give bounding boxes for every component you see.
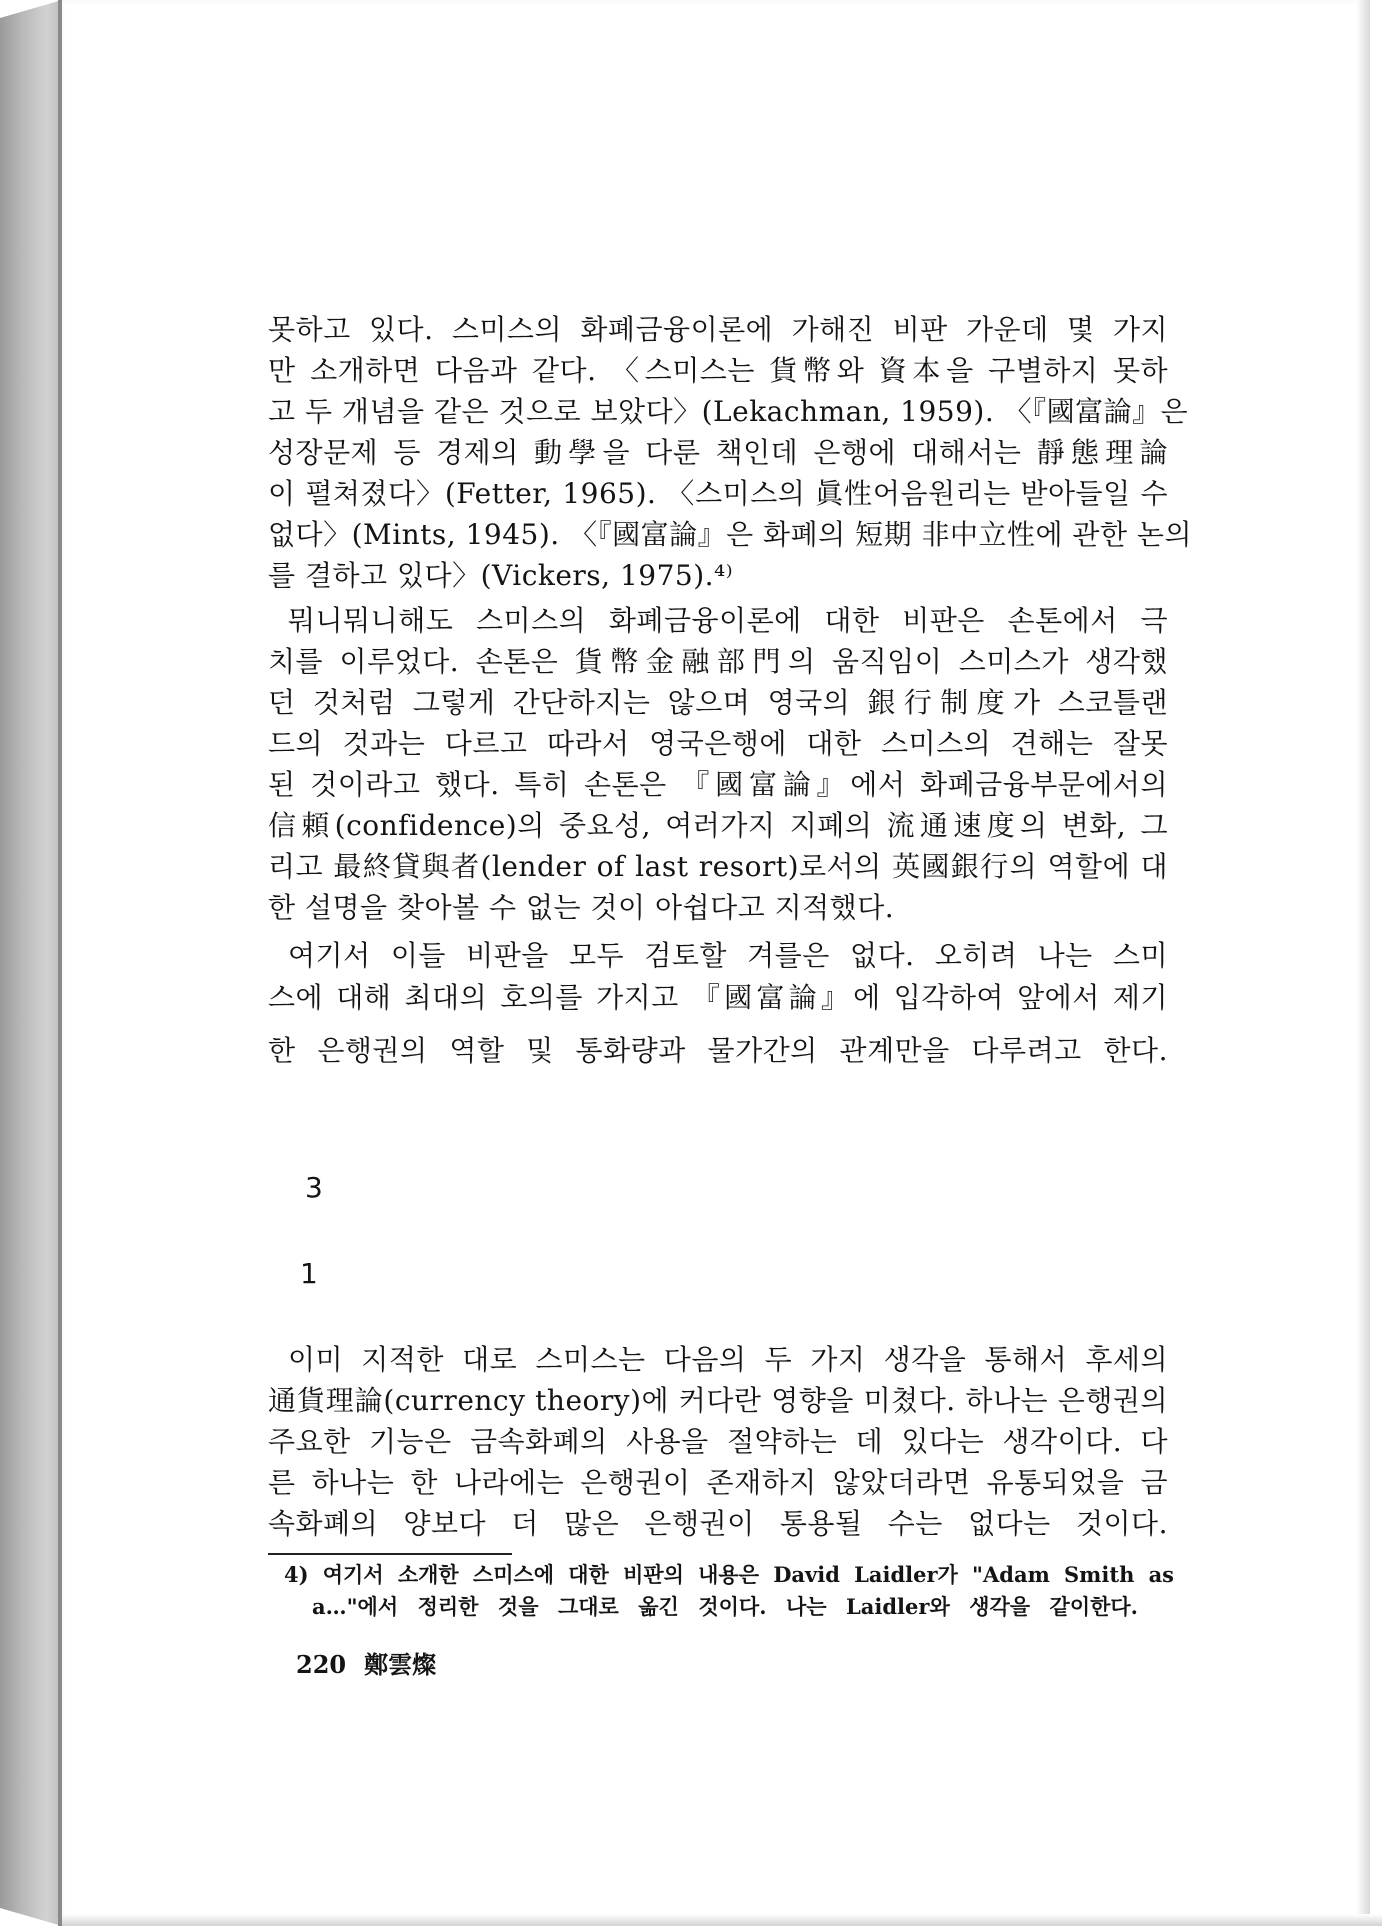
text-line: 못하고 있다. 스미스의 화폐금융이론에 가해진 비판 가운데 몇 가지	[268, 313, 1168, 346]
text-line: 뭐니뭐니해도 스미스의 화폐금융이론에 대한 비판은 손톤에서 극	[288, 604, 1168, 637]
text-line: 여기서 이들 비판을 모두 검토할 겨를은 없다. 오히려 나는 스미	[288, 939, 1168, 972]
page-number: 220	[296, 1650, 347, 1679]
text-line: 주요한 기능은 금속화폐의 사용을 절약하는 데 있다는 생각이다. 다	[268, 1425, 1168, 1458]
author-name: 鄭雲燦	[364, 1650, 437, 1679]
text-line: 치를 이루었다. 손톤은 貨幣金融部門의 움직임이 스미스가 생각했	[268, 645, 1168, 678]
text-line: 通貨理論(currency theory)에 커다란 영향을 미쳤다. 하나는 은행권의	[268, 1384, 1168, 1417]
text-line: 이미 지적한 대로 스미스는 다음의 두 가지 생각을 통해서 후세의	[288, 1343, 1168, 1376]
footnote-line: 4) 여기서 소개한 스미스에 대한 비판의 내용은 David Laidler가 "Adam Smith as	[284, 1562, 1174, 1587]
page-right-shadow	[1356, 0, 1370, 1926]
section-number: 3	[305, 1171, 323, 1204]
text-line: 던 것처럼 그렇게 간단하지는 않으며 영국의 銀行制度가 스코틀랜	[268, 686, 1168, 719]
text-line: 된 것이라고 했다. 특히 손톤은 『國富論』에서 화폐금융부문에서의	[268, 768, 1168, 801]
text-line: 드의 것과는 다르고 따라서 영국은행에 대한 스미스의 견해는 잘못	[268, 727, 1168, 760]
subsection-number: 1	[300, 1257, 318, 1290]
text-line: 성장문제 등 경제의 動學을 다룬 책인데 은행에 대해서는 靜態理論	[268, 436, 1168, 469]
text-line: 고 두 개념을 같은 것으로 보았다〉(Lekachman, 1959). 〈『國富論』은	[268, 395, 1189, 428]
footnote-line: a…"에서 정리한 것을 그대로 옮긴 것이다. 나는 Laidler와 생각을 같이한다.	[312, 1594, 1138, 1619]
text-line: 없다〉(Mints, 1945). 〈『國富論』은 화폐의 短期 非中立性에 관한 논의	[268, 518, 1193, 551]
text-line: 속화폐의 양보다 더 많은 은행권이 통용될 수는 없다는 것이다.	[268, 1507, 1168, 1540]
text-line: 를 결하고 있다〉(Vickers, 1975).⁴⁾	[268, 559, 734, 592]
book-spine-edge	[0, 0, 62, 1926]
text-line: 스에 대해 최대의 호의를 가지고 『國富論』에 입각하여 앞에서 제기	[268, 981, 1168, 1014]
page-bottom-shadow	[62, 1914, 1382, 1926]
text-line: 한 설명을 찾아볼 수 없는 것이 아쉽다고 지적했다.	[268, 891, 895, 924]
footnote-rule	[268, 1553, 512, 1555]
text-line: 리고 最終貸與者(lender of last resort)로서의 英國銀行의 역할에 대	[268, 850, 1168, 883]
text-line: 른 하나는 한 나라에는 은행권이 존재하지 않았더라면 유통되었을 금	[268, 1466, 1168, 1499]
text-line: 한 은행권의 역할 및 통화량과 물가간의 관계만을 다루려고 한다.	[268, 1034, 1168, 1067]
text-line: 이 펼쳐졌다〉(Fetter, 1965). 〈스미스의 眞性어음원리는 받아들일 수	[268, 477, 1168, 510]
text-line: 만 소개하면 다음과 같다. 〈스미스는 貨幣와 資本을 구별하지 못하	[268, 354, 1168, 387]
page-footer	[296, 1648, 436, 1682]
text-line: 信頼(confidence)의 중요성, 여러가지 지폐의 流通速度의 변화, 그	[268, 809, 1168, 842]
